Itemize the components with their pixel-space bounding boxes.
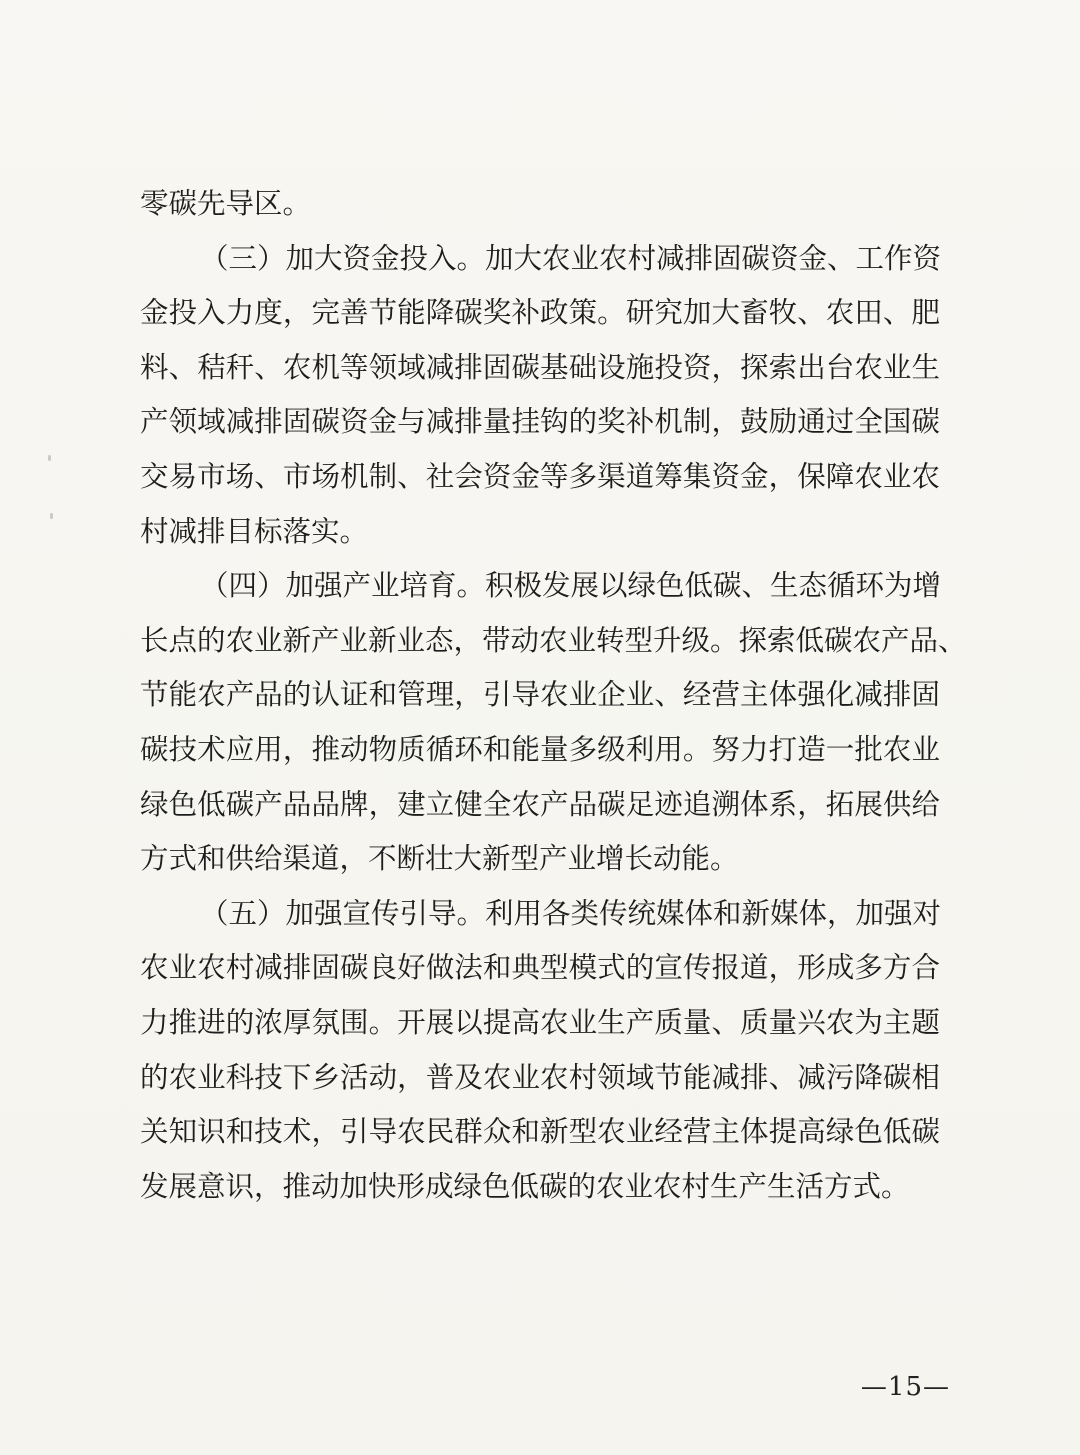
body-line: 的农业科技下乡活动，普及农业农村领域节能减排、减污降碳相 bbox=[140, 1060, 940, 1094]
body-line: 长点的农业新产业新业态，带动农业转型升级。探索低碳农产品、 bbox=[140, 623, 967, 657]
body-line: 金投入力度，完善节能降碳奖补政策。研究加大畜牧、农田、肥 bbox=[140, 296, 940, 330]
body-line: 力推进的浓厚氛围。开展以提高农业生产质量、质量兴农为主题 bbox=[140, 1005, 940, 1039]
body-line: 发展意识，推动加快形成绿色低碳的农业农村生产生活方式。 bbox=[140, 1169, 910, 1203]
scan-speck bbox=[50, 513, 53, 519]
body-line: 交易市场、市场机制、社会资金等多渠道筹集资金，保障农业农 bbox=[140, 459, 940, 493]
section-heading-line: （五）加强宣传引导。利用各类传统媒体和新媒体，加强对 bbox=[200, 896, 942, 930]
document-body bbox=[140, 177, 967, 1214]
body-line: 碳技术应用，推动物质循环和能量多级利用。努力打造一批农业 bbox=[140, 732, 940, 766]
body-line: 村减排目标落实。 bbox=[140, 514, 369, 548]
section-heading-line: （三）加大资金投入。加大农业农村减排固碳资金、工作资 bbox=[200, 241, 942, 275]
body-line: 产领域减排固碳资金与减排量挂钩的奖补机制，鼓励通过全国碳 bbox=[140, 405, 940, 439]
body-line: 料、秸秆、农机等领域减排固碳基础设施投资，探索出台农业生 bbox=[140, 350, 940, 384]
body-line: 农业农村减排固碳良好做法和典型模式的宣传报道，形成多方合 bbox=[140, 951, 940, 985]
body-line: 零碳先导区。 bbox=[140, 187, 312, 220]
scan-speck bbox=[48, 455, 51, 461]
section-heading-line: （四）加强产业培育。积极发展以绿色低碳、生态循环为增 bbox=[200, 569, 942, 603]
body-line: 方式和供给渠道，不断壮大新型产业增长动能。 bbox=[140, 842, 739, 876]
body-line: 绿色低碳产品品牌，建立健全农产品碳足迹追溯体系，拓展供给 bbox=[140, 787, 940, 821]
body-line: 关知识和技术，引导农民群众和新型农业经营主体提高绿色低碳 bbox=[140, 1115, 940, 1149]
body-line: 节能农产品的认证和管理，引导农业企业、经营主体强化减排固 bbox=[140, 678, 940, 712]
page-number: —15— bbox=[860, 1372, 950, 1402]
